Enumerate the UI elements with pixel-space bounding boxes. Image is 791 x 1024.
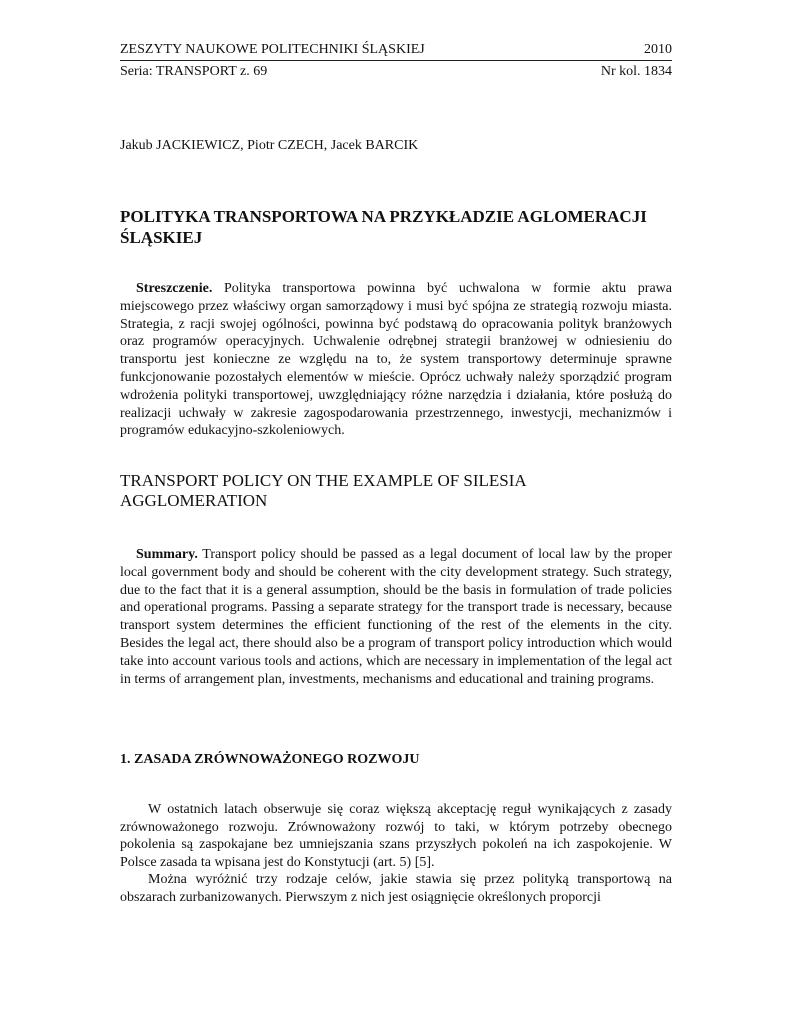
running-header xyxy=(120,41,672,80)
abstract-english-text: Transport policy should be passed as a legal document of local law by the proper local government body and should be coherent with the city development strategy. Such strategy, due to the fact that it is a general assumption, should be the basis in formulation of trade policies and operational programs. Passing a separate strategy for the transport trade is necessary, because transport system determines the efficient functioning of the rest of the elements in the city. Besides the legal act, there should also be a program of transport policy introduction which would take into account various tools and actions, which are necessary in implementation of the legal act in terms of arrangement plan, investments, mechanisms and educational and training programs. xyxy=(120,547,672,687)
abstract-polish xyxy=(120,280,672,440)
abstract-polish-label: Streszczenie. xyxy=(136,281,213,296)
series-label: Seria: TRANSPORT z. 69 xyxy=(120,64,268,79)
header-row-journal xyxy=(120,41,672,61)
paper-title-english: TRANSPORT POLICY ON THE EXAMPLE OF SILESIA AGGLOMERATION xyxy=(120,471,526,510)
header-row-series xyxy=(120,61,672,80)
paper-title-polish: POLITYKA TRANSPORTOWA NA PRZYKŁADZIE AGLOMERACJI ŚLĄSKIEJ xyxy=(120,207,647,247)
issue-number: Nr kol. 1834 xyxy=(600,64,672,79)
body-paragraph-2: Można wyróżnić trzy rodzaje celów, jakie stawia się przez polityką transportową na obszarach zurbanizowanych. Pierwszym z nich jest osiągnięcie określonych proporcji xyxy=(120,872,672,905)
section-heading: 1. ZASADA ZRÓWNOWAŻONEGO ROZWOJU xyxy=(120,752,420,767)
journal-year: 2010 xyxy=(644,42,672,57)
body-paragraph-1: W ostatnich latach obserwuje się coraz większą akceptację reguł wynikających z zasady zrównoważonego rozwoju. Zrównoważony rozwój to taki, w którym potrzeby obecnego pokolenia są zaspokajane bez umniejszania szans przyszłych pokoleń na ich zaspokojenie. W Polsce zasada ta wpisana jest do Konstytucji (art. 5) [5]. xyxy=(120,802,672,870)
section-body xyxy=(120,801,672,907)
abstract-english xyxy=(120,546,672,688)
author-list: Jakub JACKIEWICZ, Piotr CZECH, Jacek BARCIK xyxy=(120,138,419,153)
journal-name: ZESZYTY NAUKOWE POLITECHNIKI ŚLĄSKIEJ xyxy=(120,42,425,57)
abstract-english-label: Summary. xyxy=(136,547,198,562)
abstract-polish-text: Polityka transportowa powinna być uchwalona w formie aktu prawa miejscowego przez właściwy organ samorządowy i musi być spójna ze strategią rozwoju miasta. Strategia, z racji swojej ogólności, powinna być podstawą do opracowania polityk branżowych oraz programów operacyjnych. Uchwalenie odrębnej strategii branżowej w odniesieniu do transportu jest konieczne ze względu na to, że system transportowy determinuje sprawne funkcjonowanie pozostałych elementów w mieście. Oprócz uchwały należy sporządzić program wdrożenia polityki transportowej, uwzględniający różne narzędzia i działania, które posłużą do realizacji uchwały w zakresie zagospodarowania przestrzennego, inwestycji, mechanizmów i programów edukacyjno-szkoleniowych. xyxy=(120,281,673,439)
